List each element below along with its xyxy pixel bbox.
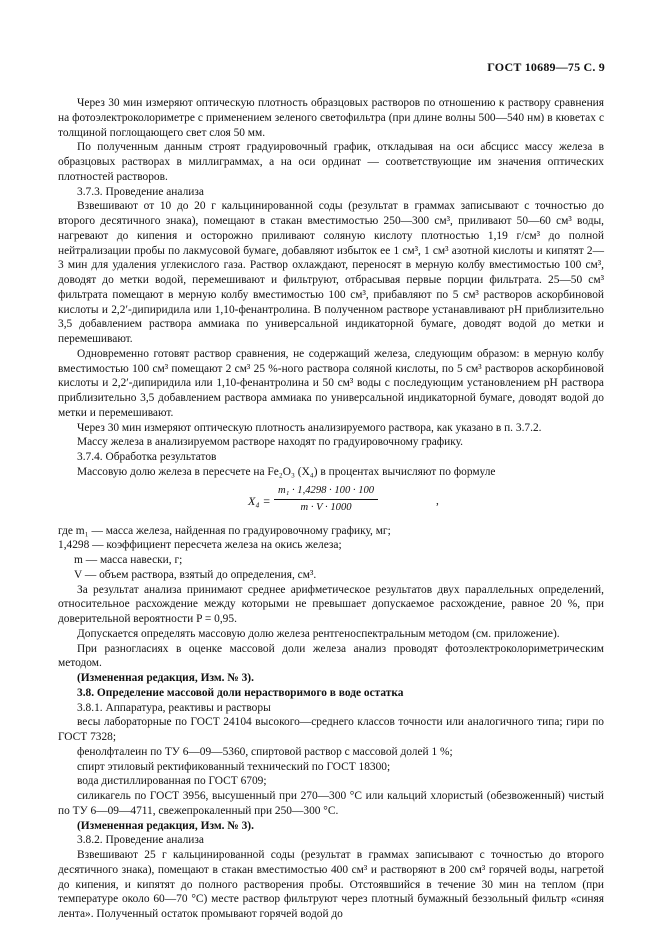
paragraph-group-bottom (58, 524, 604, 922)
paragraph-q15: силикагель по ГОСТ 3956, высушенный при 270—300 °С или кальций хлористый (обезвоженный) чистый по ТУ 6—09—4711, свежепрокаленный при 250—300 °С. (58, 790, 604, 817)
paragraph-q13: спирт этиловый ректификованный технический по ГОСТ 18300; (77, 760, 391, 773)
paragraph-q11: весы лабораторные по ГОСТ 24104 высокого—среднего классов точности или аналогичного типа; гири по ГОСТ 7328; (58, 716, 604, 743)
paragraph-p3: 3.7.3. Проведение анализа (77, 185, 204, 198)
paragraph-q6: Допускается определять массовую долю железа рентгеноспектральным методом (см. приложение). (77, 627, 560, 640)
paragraph-p4: Взвешивают от 10 до 20 г кальцинированной соды (результат в граммах записывают с точностью до второго десятичного знака), помещают в стакан вместимостью 250—300 см³, приливают 50—60 см³ воды, нагревают до кипения и осторожно приливают соляную кислоту плотностью 1,19 г/см³ до полной нейтрализации пробы по лакмусовой бумаге, добавляют избыток ее 1 см³, 1 см³ азотной кислоты и кипятят 2—3 мин для удаления углекислого газа. Раствор охлаждают, переносят в мерную колбу вместимостью 100 см³, доводят до метки водой, перемешивают и фильтруют, отбрасывая первые порции фильтрата. 25—50 см³ фильтрата помещают в мерную колбу вместимостью 100 см³, прибавляют по 5 см³ растворов аскорбиновой кислоты и 2,2′-дипиридила или 1,10-фенантролина. В полученном растворе устанавливают pH приблизительно 3,5 добавлением раствора аммиака по универсальной индикаторной бумаге, доводят водой до метки и перемешивают. (58, 200, 604, 345)
paragraph-q12: фенолфталеин по ТУ 6—09—5360, спиртовой раствор с массовой долей 1 %; (77, 745, 453, 758)
formula-lhs: X₄ = (248, 493, 271, 508)
paragraph-q8: (Измененная редакция, Изм. № 3). (77, 672, 254, 684)
paragraph-q3: m — масса навески, г; (74, 554, 183, 566)
paragraph-p1: Через 30 мин измеряют оптическую плотность образцовых растворов по отношению к раствору сравнения на фотоэлектроколориметре с применением зеленого светофильтра (при длине волны 500—540 нм) в кюветах с толщиной поглощающего свет слоя 50 мм. (58, 97, 604, 139)
paragraph-p8: 3.7.4. Обработка результатов (77, 451, 217, 463)
paragraph-q7: При разногласиях в оценке массовой доли железа анализ проводят фотоэлектроколориметрическим методом. (58, 642, 604, 670)
paragraph-q16: (Измененная редакция, Изм. № 3). (77, 819, 254, 832)
document-body (58, 96, 604, 922)
paragraph-q1: где m₁ — масса железа, найденная по градуировочному графику, мг; (58, 524, 391, 537)
paragraph-q17: 3.8.2. Проведение анализа (77, 834, 204, 847)
paragraph-group-top (58, 96, 604, 480)
paragraph-p9: Массовую долю железа в пересчете на Fe₂O₃ (X₄) в процентах вычисляют по формуле (77, 465, 496, 478)
paragraph-p7: Массу железа в анализируемом растворе находят по градуировочному графику. (77, 436, 464, 449)
paragraph-q4: V — объем раствора, взятый до определения, см³. (74, 568, 317, 581)
paragraph-p6: Через 30 мин измеряют оптическую плотность анализируемого раствора, как указано в п. 3.7.2. (77, 421, 542, 434)
page-header: ГОСТ 10689—75 С. 9 (487, 60, 605, 74)
paragraph-q9: 3.8. Определение массовой доли нерастворимого в воде остатка (77, 686, 404, 699)
formula-numerator: m₁ · 1,4298 · 100 · 100 (274, 484, 378, 501)
formula-trail: , (436, 494, 439, 507)
paragraph-p5: Одновременно готовят раствор сравнения, не содержащий железа, следующим образом: в мерную колбу вместимостью 100 см³ помещают 2 см³ 25 %-ного раствора соляной кислоты, по 5 см³ растворов аскорбиновой кислоты и 2,2′-дипиридила или 1,10-фенантролина и 50 см³ воды с последующим установлением pH раствора приблизительно 3,5 добавлением раствора аммиака по универсальной индикаторной бумаге, доводят водой до метки и перемешивают. (58, 347, 604, 419)
paragraph-q2: 1,4298 — коэффициент пересчета железа на окись железа; (58, 539, 342, 552)
paragraph-q5: За результат анализа принимают среднее арифметическое результатов двух параллельных определений, относительное расхождение между которыми не превышает допускаемое расхождение, равное 20 %, при доверительной вероятности P = 0,95. (58, 583, 604, 625)
formula-fraction (274, 484, 378, 517)
paragraph-q18: Взвешивают 25 г кальцинированной соды (результат в граммах записывают с точностью до второго десятичного знака), помещают в стакан вместимостью 400 см³ и растворяют в 200 см³ горячей воды, нагретой до кипения, и кипятят до полного растворения пробы. Отстоявшийся в течение 30 мин на теплом (при температуре около 60—70 °С) месте раствор фильтруют через плотный бумажный беззольный фильтр «синяя лента». Полученный остаток промывают горячей водой до (58, 849, 604, 920)
paragraph-q14: вода дистиллированная по ГОСТ 6709; (77, 775, 267, 788)
paragraph-p2: По полученным данным строят градуировочный график, откладывая на оси абсцисс массу железа в образцовых растворах в миллиграммах, а на оси ординат — соответствующие им значения оптических плотностей растворов. (58, 141, 604, 183)
formula-denominator: m · V · 1000 (300, 502, 352, 514)
formula-x4 (58, 482, 604, 522)
paragraph-q10: 3.8.1. Аппаратура, реактивы и растворы (77, 701, 271, 714)
